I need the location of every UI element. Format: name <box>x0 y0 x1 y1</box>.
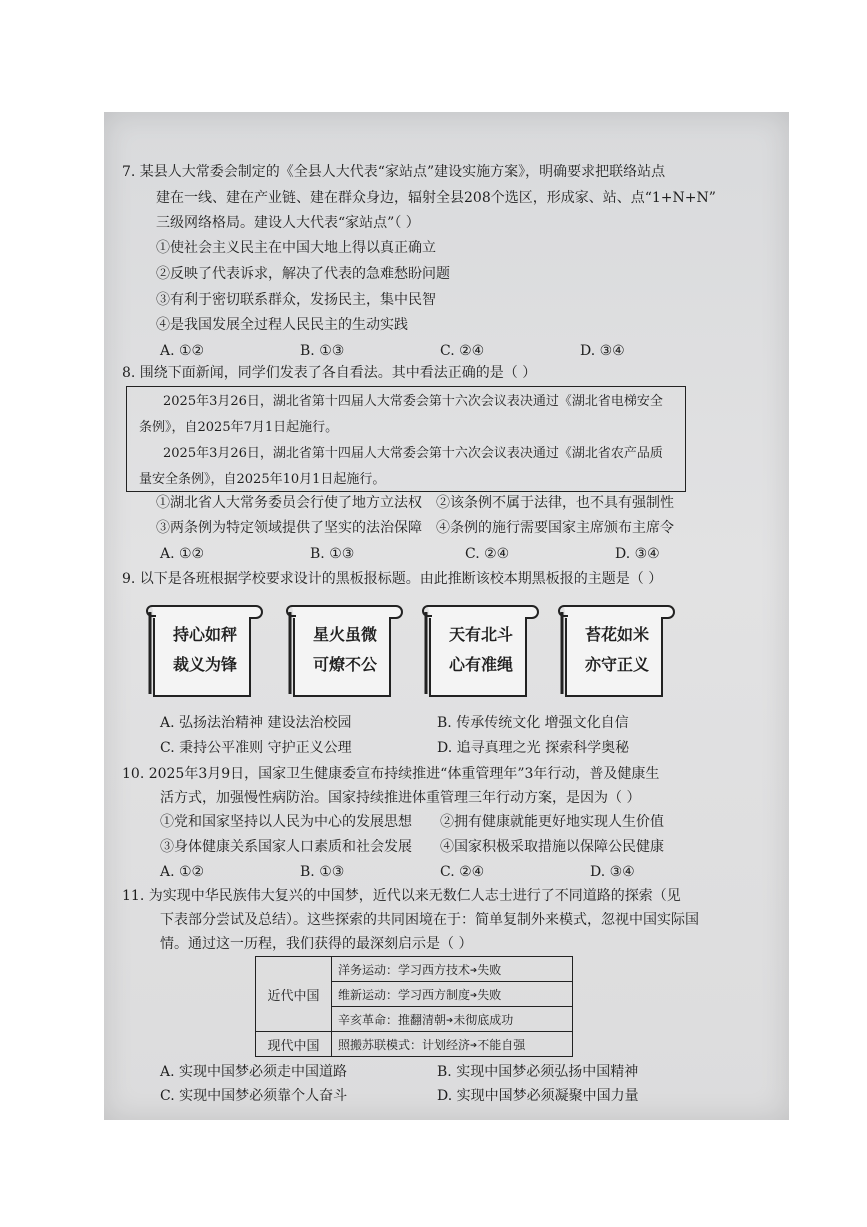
option-b[interactable]: B. ①③ <box>310 546 355 562</box>
q8-statement: ④条例的施行需要国家主席颁布主席令 <box>436 520 674 536</box>
q8-statement: ②该条例不属于法律，也不具有强制性 <box>436 495 674 511</box>
option-c[interactable]: C. 秉持公平准则 守护正义公理 <box>160 740 352 756</box>
option-c[interactable]: C. 实现中国梦必须靠个人奋斗 <box>160 1088 348 1104</box>
option-d[interactable]: D. ③④ <box>580 343 625 359</box>
option-b[interactable]: B. 传承传统文化 增强文化自信 <box>437 715 629 731</box>
q10-options <box>160 863 680 881</box>
news-paragraph: 2025年3月26日，湖北省第十四届人大常委会第十六次会议表决通过《湖北省农产品质量安全条例》，自2025年10月1日起施行。 <box>139 446 663 487</box>
blackboard-title <box>140 598 266 702</box>
table-cell: 照搬苏联模式：计划经济➔不能自强 <box>332 1032 573 1057</box>
option-a[interactable]: A. ①② <box>160 546 205 562</box>
table-cell: 洋务运动：学习西方技术➔失败 <box>332 957 573 982</box>
option-a[interactable]: A. ①② <box>160 864 205 880</box>
era-cell: 现代中国 <box>256 1032 332 1057</box>
q7-stem-line3: 三级网络格局。建设人大代表“家站点”（ ） <box>156 215 420 231</box>
board-line: 天有北斗 <box>448 625 513 644</box>
q7-statement: ④是我国发展全过程人民民主的生动实践 <box>156 317 408 333</box>
option-a[interactable]: A. ①② <box>160 343 205 359</box>
era-cell: 近代中国 <box>256 957 332 1032</box>
board-line: 心有准绳 <box>448 655 513 674</box>
q7-statement: ②反映了代表诉求，解决了代表的急难愁盼问题 <box>156 266 450 282</box>
q7-stem-line2: 建在一线、建在产业链、建在群众身边，辐射全县208个选区，形成家、站、点“1+N+N” <box>156 190 716 206</box>
q11-stem-line1: 11. 为实现中华民族伟大复兴的中国梦，近代以来无数仁人志士进行了不同道路的探索（见 <box>122 888 681 904</box>
q11-stem-line3: 情。通过这一历程，我们获得的最深刻启示是（ ） <box>160 936 473 952</box>
option-b[interactable]: B. ①③ <box>300 864 345 880</box>
board-line: 裁义为锋 <box>172 655 237 674</box>
q8-statements-row1 <box>156 494 716 512</box>
option-d[interactable]: D. 追寻真理之光 探索科学奥秘 <box>437 740 630 756</box>
table-row <box>256 1032 573 1057</box>
board-line: 可燎不公 <box>312 655 377 674</box>
blackboard-title <box>416 598 542 702</box>
q10-statement: ③身体健康关系国家人口素质和社会发展 <box>160 839 412 855</box>
q10-stem-line2: 活方式，加强慢性病防治。国家持续推进体重管理三年行动方案，是因为（ ） <box>160 790 641 806</box>
q7-statement: ①使社会主义民主在中国大地上得以真正确立 <box>156 240 436 256</box>
news-box <box>126 386 686 492</box>
option-a[interactable]: A. 弘扬法治精神 建设法治校园 <box>160 715 352 731</box>
q10-statement: ①党和国家坚持以人民为中心的发展思想 <box>160 814 412 830</box>
blackboard-title <box>280 598 406 702</box>
q11-stem-line2: 下表部分尝试及总结）。这些探索的共同困境在于：简单复制外来模式，忽视中国实际国 <box>160 912 699 928</box>
q7-stem-line1: 7. 某县人大常委会制定的《全县人大代表“家站点”建设实施方案》，明确要求把联络站点 <box>122 164 666 180</box>
board-line: 苔花如米 <box>584 625 649 644</box>
q10-stem-line1: 10. 2025年3月9日，国家卫生健康委宣布持续推进“体重管理年”3年行动，普及健康生 <box>122 766 660 782</box>
table-cell: 辛亥革命：推翻清朝➔未彻底成功 <box>332 1007 573 1032</box>
option-d[interactable]: D. ③④ <box>590 864 635 880</box>
q10-statement: ④国家积极采取措施以保障公民健康 <box>440 839 664 855</box>
q7-options <box>160 342 640 360</box>
option-b[interactable]: B. ①③ <box>300 343 345 359</box>
option-d[interactable]: D. 实现中国梦必须凝聚中国力量 <box>437 1088 639 1104</box>
option-a[interactable]: A. 实现中国梦必须走中国道路 <box>160 1064 348 1080</box>
option-c[interactable]: C. ②④ <box>440 343 485 359</box>
q10-statements-row2 <box>160 838 720 856</box>
board-line: 亦守正义 <box>584 655 649 674</box>
history-table <box>255 956 573 1057</box>
q8-stem: 8. 围绕下面新闻，同学们发表了各自看法。其中看法正确的是（ ） <box>122 365 537 381</box>
table-row <box>256 957 573 982</box>
q8-statement: ③两条例为特定领域提供了坚实的法治保障 <box>156 520 422 536</box>
option-c[interactable]: C. ②④ <box>440 864 485 880</box>
option-c[interactable]: C. ②④ <box>465 546 510 562</box>
q7-statement: ③有利于密切联系群众，发扬民主，集中民智 <box>156 292 436 308</box>
news-paragraph: 2025年3月26日，湖北省第十四届人大常委会第十六次会议表决通过《湖北省电梯安全条例》，自2025年7月1日起施行。 <box>139 394 663 435</box>
table-cell: 维新运动：学习西方制度➔失败 <box>332 982 573 1007</box>
blackboard-title <box>552 598 678 702</box>
q10-statements-row1 <box>160 813 720 831</box>
q8-statements-row2 <box>156 519 716 537</box>
board-line: 持心如秤 <box>172 625 237 644</box>
board-line: 星火虽微 <box>312 625 377 644</box>
q9-stem: 9. 以下是各班根据学校要求设计的黑板报标题。由此推断该校本期黑板报的主题是（ ） <box>122 571 663 587</box>
q8-statement: ①湖北省人大常务委员会行使了地方立法权 <box>156 495 422 511</box>
q10-statement: ②拥有健康就能更好地实现人生价值 <box>440 814 664 830</box>
q8-options <box>160 545 680 563</box>
option-b[interactable]: B. 实现中国梦必须弘扬中国精神 <box>437 1064 639 1080</box>
option-d[interactable]: D. ③④ <box>615 546 660 562</box>
